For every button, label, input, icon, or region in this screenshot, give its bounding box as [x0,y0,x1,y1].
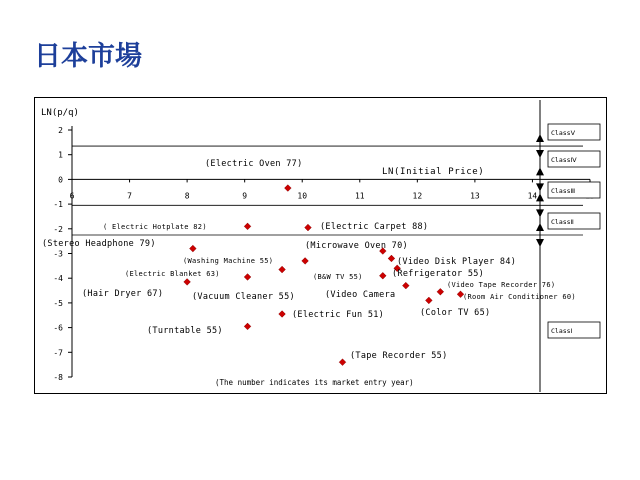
data-point-label: ( Electric Hotplate 82) [103,223,207,231]
point-labels [42,159,576,361]
data-point-label: (Color TV 65) [420,308,491,318]
y-tick-label: 0 [58,175,63,185]
data-point-label: (Video Disk Player 84) [397,257,517,267]
data-point-label: (B&W TV 55) [313,273,363,281]
y-tick-label: -2 [53,224,63,234]
data-point [244,223,251,230]
data-point-label: (Turntable 55) [147,326,223,336]
data-point-label: (Room Air Conditioner 60) [463,293,576,301]
data-point-label: (Washing Machine 55) [183,257,274,265]
class-label: ClassⅡ [551,218,574,226]
x-tick-label: 9 [242,191,248,201]
data-point-label: (Electric Oven 77) [205,159,303,169]
class-arrow [536,134,544,142]
class-label: ClassⅢ [551,187,576,195]
x-axis-title: LN(Initial Price) [382,167,485,177]
class-label: ClassⅠ [551,327,573,335]
x-tick-label: 12 [412,191,423,201]
chart-note: (The number indicates its market entry year) [215,378,414,387]
data-point-label: (Video Tape Recorder 76) [447,281,556,289]
x-tick-label: 7 [127,191,132,201]
x-tick-label: 13 [470,191,480,201]
class-arrow [536,239,544,247]
class-arrow [536,167,544,175]
data-point [189,245,196,252]
y-axis-title: LN(p/q) [41,108,79,118]
data-point [425,297,432,304]
y-tick-label: -1 [53,200,63,210]
y-tick-label: -8 [53,373,63,382]
x-tick-label: 8 [184,191,190,201]
data-point [379,272,386,279]
y-tick-label: -5 [53,298,63,308]
data-point-label: (Electric Carpet 88) [320,222,429,232]
data-point-label: (Stereo Headphone 79) [42,239,156,249]
y-tick-label: -3 [53,249,63,259]
y-tick-label: 1 [58,150,63,160]
axes [53,126,595,382]
data-point [279,311,286,318]
data-point [284,185,291,192]
data-point [244,323,251,330]
y-tick-label: -7 [53,348,63,358]
data-point [402,282,409,289]
y-tick-label: -4 [53,274,63,284]
x-tick-label: 14 [527,191,538,201]
x-tick-label: 11 [354,191,365,201]
slide-title: 日本市場 [34,41,142,72]
data-point [305,224,312,231]
x-tick-label: 10 [297,191,308,201]
data-point [184,279,191,286]
data-point [339,359,346,366]
class-label: ClassⅤ [551,129,576,137]
x-tick-label: 6 [69,191,75,201]
data-point-label: (Electric Fun 51) [292,310,385,320]
data-point-label: (Hair Dryer 67) [82,289,164,299]
y-tick-label: -6 [53,323,63,333]
data-point-label: (Tape Recorder 55) [350,351,448,361]
class-arrow [536,183,544,191]
data-point [302,258,309,265]
data-point-label: (Microwave Oven 70) [305,241,408,251]
data-point [437,288,444,295]
data-point [279,266,286,273]
data-point-label: (Video Camera [325,290,396,300]
y-tick-label: 2 [58,126,63,135]
class-label: ClassⅣ [551,156,577,164]
data-point-label: (Refrigerator 55) [392,269,485,279]
class-arrow [536,150,544,158]
data-point [244,274,251,281]
class-arrow [536,223,544,231]
data-point-label: (Electric Blanket 63) [125,270,220,278]
data-point-label: (Vacuum Cleaner 55) [192,292,295,302]
data-point [388,255,395,262]
class-arrow [536,209,544,217]
